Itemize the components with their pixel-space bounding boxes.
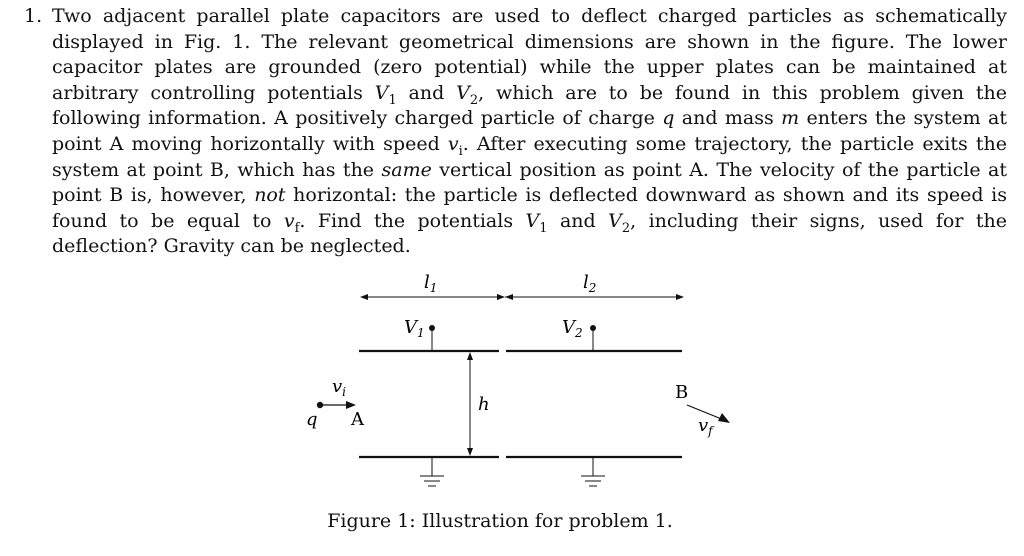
text-segment: horizontal: the particle is deflected downward as shown and its speed is found to be equal to (52, 184, 1008, 232)
label-h: h (478, 394, 490, 415)
symbol-V2: V (608, 209, 622, 232)
text-segment: . Find the potentials (299, 209, 526, 232)
label-l2: $l_2$ (583, 272, 597, 295)
ground-symbol-2 (581, 457, 605, 486)
text-segment: vertical position as point A. The velocity of the particle at point B is, however, (52, 158, 1008, 207)
dimension-arrow-mid2 (505, 294, 513, 300)
subscript: 2 (621, 220, 631, 236)
text-segment: and (396, 81, 457, 104)
subscript: 2 (469, 92, 479, 108)
ground-symbol-1 (420, 457, 444, 486)
symbol-q: q (662, 107, 675, 130)
dimension-arrow-h-top (467, 352, 473, 360)
symbol-V1: V (374, 81, 389, 104)
text-segment: . After executing some trajectory, the particle exits the system at point B, which has the (52, 132, 1007, 181)
label-A: A (351, 409, 364, 430)
subscript: f (294, 220, 300, 236)
velocity-vf-arrowhead (718, 413, 730, 423)
label-B: B (675, 382, 689, 403)
velocity-vi-arrowhead (346, 401, 356, 409)
figure-caption: Figure 1: Illustration for problem 1. (327, 510, 673, 532)
label-l1: $l_1$ (424, 272, 438, 295)
symbol-V1: V (525, 209, 540, 232)
subscript: 1 (539, 220, 548, 236)
emphasis-same: same (381, 158, 432, 181)
problem-number: 1. (24, 5, 43, 27)
text-segment: enters the system at point A moving horizontally with speed (52, 107, 1007, 155)
label-V1: $V_1$ (404, 317, 425, 340)
emphasis-not: not (254, 184, 286, 207)
symbol-V2: V (456, 81, 470, 104)
dimension-arrow-right (676, 294, 684, 300)
label-vi: $v_i$ (332, 376, 347, 399)
subscript: i (458, 143, 463, 159)
text-segment: , including their signs, used for the deflection? Gravity can be neglected. (52, 209, 1007, 258)
text-segment: and mass (674, 107, 782, 130)
label-q: q (306, 409, 318, 430)
text-segment: and (547, 209, 609, 232)
symbol-vi: v (447, 132, 459, 155)
text-segment: Two adjacent parallel plate capacitors are used to deflect charged particles as schematically displayed in Fig. 1. The relevant geometrical dimensions are shown in the figure. The lower capacitor plates are grounded (zero potential) while the upper plates can be maintained at arbitrary controlling potentials (52, 5, 1007, 104)
dimension-arrow-h-bottom (467, 448, 473, 456)
dimension-arrow-left (360, 294, 368, 300)
text-segment: , which are to be found in this problem given the following information. A positively charged particle of charge (52, 81, 1007, 130)
dimension-arrow-mid (497, 294, 505, 300)
label-V2: $V_2$ (562, 317, 583, 340)
subscript: 1 (388, 92, 397, 108)
symbol-vf: v (283, 209, 295, 232)
symbol-m: m (781, 107, 800, 130)
label-vf: $v_f$ (698, 415, 713, 438)
